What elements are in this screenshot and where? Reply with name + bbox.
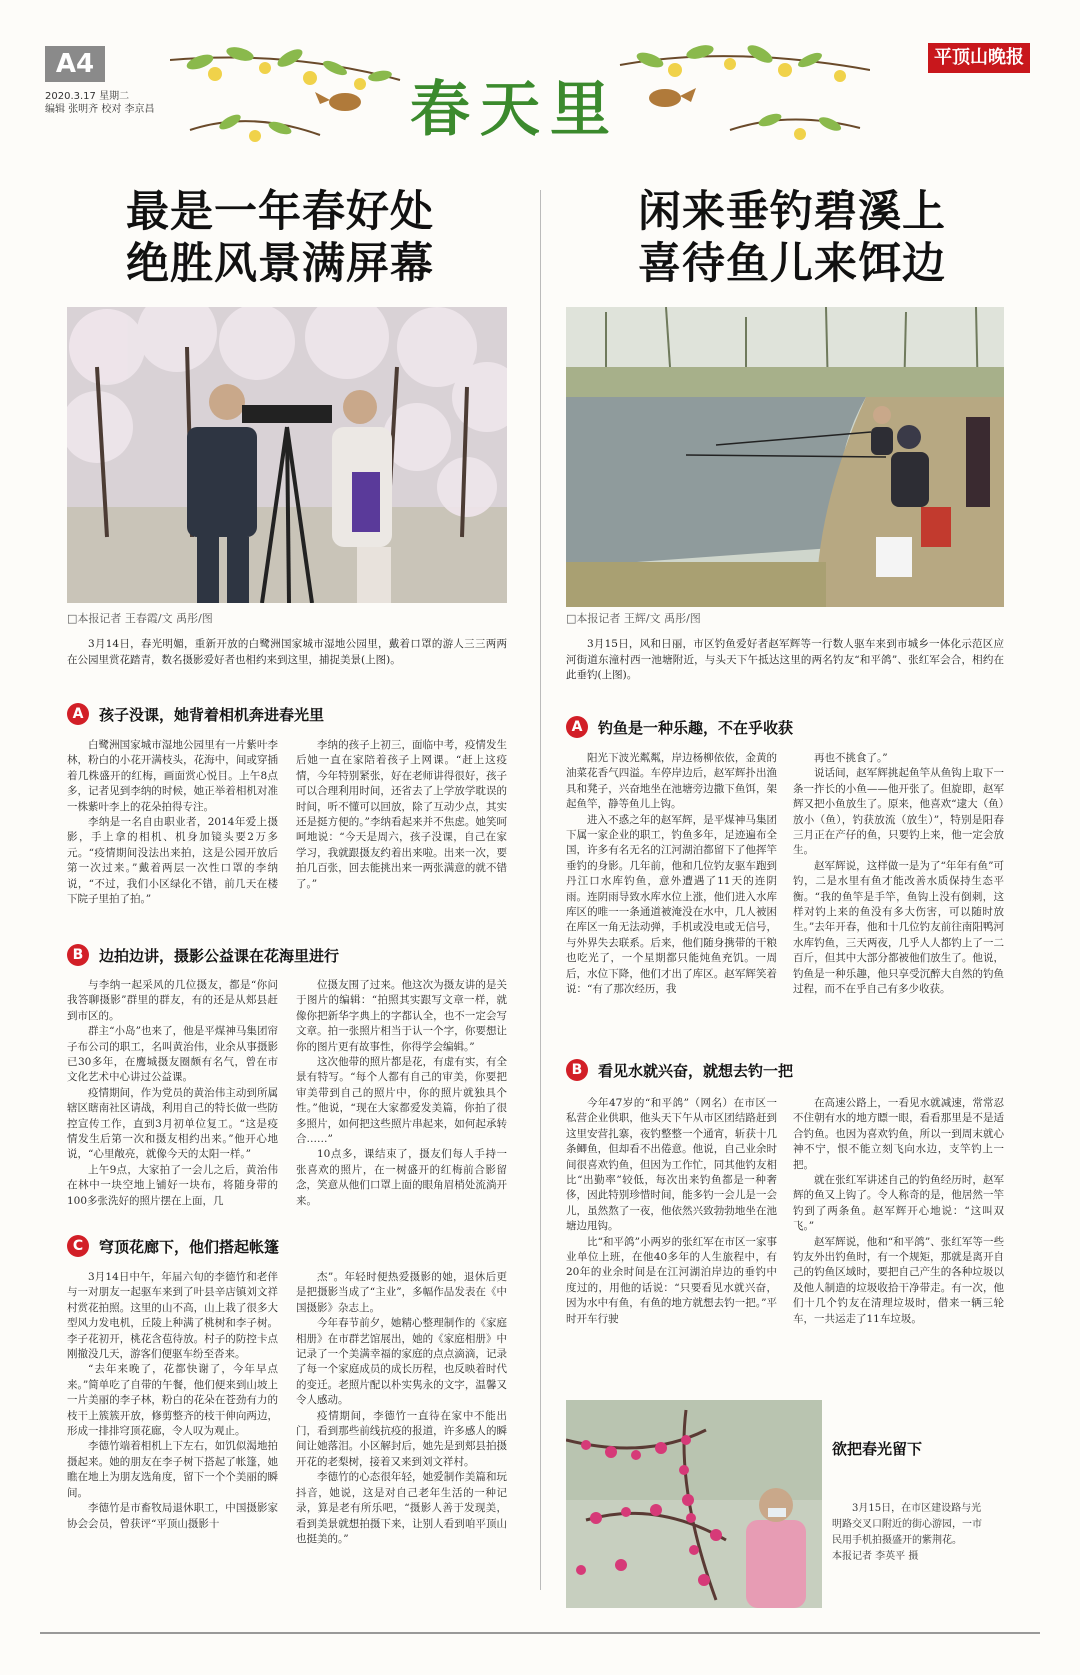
paragraph: 位摄友围了过来。他这次为摄友讲的是关于图片的编辑：“拍照其实跟写文章一样，就像你把新华字典上的字都认全，也不一定会写文章。拍一张照片相当于认一个字，你要想让你的图片更有故事性，你得学会编辑。” (296, 979, 507, 1053)
paragraph: 10点多，课结束了，摄友们每人手持一张喜欢的照片，在一树盛开的红梅前合影留念，笑意从他们口罩上面的眼角眉梢处流淌开来。 (296, 1148, 507, 1207)
paragraph: 李德竹端着相机上下左右，如饥似渴地拍摄起来。她的朋友在李子树下搭起了帐篷，她瞧在地上为朋友选角度，留下一个个美丽的瞬间。 (67, 1440, 278, 1499)
subhead-title: 孩子没课，她背着相机奔进春光里 (99, 705, 325, 724)
paragraph: 白鹭洲国家城市湿地公园里有一片紫叶李林，粉白的小花开满枝头，花海中，间或穿插着几株盛开的红梅，画面赏心悦目。上午8点多，记者见到李纳的时候，她正举着相机对准一株紫叶李上的花朵拍得专注。 (67, 739, 278, 813)
section-title: 春天里 (410, 75, 620, 145)
left-a-col-2 (296, 738, 507, 892)
paragraph: 李纳的孩子上初三，面临中考，疫情发生后她一直在家陪着孩子上网课。“赶上这疫情，今年特别紧张，好在老师讲得很好，孩子可以合理利用时间，还省去了上学放学耽误的时间，听不懂可以回放，除了互动少点，其实还是挺方便的。”李纳看起来并不焦虑。她笑呵呵地说：“今天是周六，孩子没课，自己在家学习，我就跟摄友约着出来啦。出来一次，要拍几百张，回去能挑出来一两张满意的就不错了。” (296, 739, 507, 890)
paragraph: 疫情期间，作为党员的黄治伟主动到所属辖区瞎南社区请战，利用自己的特长做一些防控宣传工作，直到3月初单位复工。“这是疫情发生后第一次和摄友相约出来。”他开心地说，“心里敞亮，就像今天的太阳一样。” (67, 1086, 278, 1161)
column-divider (540, 190, 541, 1590)
right-b-col-1 (566, 1096, 777, 1327)
paragraph: 李德竹的心态很年轻，她爱制作美篇和玩抖音，她说，这是对自己老年生活的一种记录，算是老有所乐吧，“摄影人善于发现美，看到美景就想拍摄下来，让别人看到咱平顶山也挺美的。” (296, 1471, 507, 1545)
paragraph: 上午9点，大家拍了一会儿之后，黄治伟在林中一块空地上铺好一块布，将随身带的100多张洗好的照片摆在上面，几 (67, 1163, 278, 1207)
right-headline (572, 186, 1012, 290)
paragraph: 今年47岁的“和平鸽”（网名）在市区一私营企业供职，他头天下午从市区团结路赶到这里安营扎寨，夜钓整整一个通宵，斩获十几条鲫鱼，但却看不出倦意。他说，自己业余时间很喜欢钓鱼，但因为工作忙，同其他钓友相比“出勤率”较低，每次出来钓鱼都是一种奢侈，因此特别珍惜时间，能多钓一会儿是一会儿，虽然熬了一夜，他依然兴致勃勃地坐在池塘边甩钩。 (566, 1097, 777, 1233)
right-subhead-a (566, 713, 793, 741)
paragraph: 赵军辉说，这样做一是为了“年年有鱼”可钓，二是水里有鱼才能改善水质保持生态平衡。“我的鱼竿是手竿，鱼钩上没有倒刺，这样对钓上来的鱼没有多大伤害，可以随时放生。”去年开春，他和十几位钓友前往南阳鸭河水库钓鱼，三天两夜，几乎人人都钓上了一二百斤，但其中大部分都被他们放生了。他说，钓鱼是一种乐趣，他只享受沉醉大自然的钓鱼过程，而不在乎自己有多少收获。 (793, 859, 1004, 996)
right-a-col-1 (566, 751, 777, 998)
left-headline (60, 186, 500, 290)
paragraph: 说话间，赵军辉挑起鱼竿从鱼钩上取下一条一拃长的小鱼——他开张了。但旋即，赵军辉又把小鱼放生了。原来，他喜欢“逮大（鱼）放小（鱼），钓获放流（放生）”，特别是阳春三月正在产仔的鱼，只要钓上来，他一定会放生。 (793, 767, 1004, 857)
paragraph: 比“和平鸽”小两岁的张红军在市区一家事业单位上班，在他40多年的人生旅程中，有20年的业余时间是在江河湖泊岸边的垂钓中度过的，用他的话说：“只要看见水就兴奋，因为水中有鱼，有鱼的地方就想去钓一把。”平时开车行驶 (566, 1235, 777, 1325)
paragraph: 李纳是一名自由职业者，2014年爱上摄影，手上拿的相机、机身加镜头要2万多元。“疫情期间没法出来拍，这是公园开放后第一次过来。”戴着两层一次性口罩的李纳说，“不过，我们小区绿化不错，前几天在楼下院子里拍了拍。” (67, 816, 278, 906)
subhead-title: 边拍边讲，摄影公益课在花海里进行 (99, 946, 340, 965)
photo-caption-box (832, 1400, 982, 1565)
paragraph: 就在张红军讲述自己的钓鱼经历时，赵军辉的鱼又上钩了。令人称奇的是，他居然一竿钓到了两条鱼。赵军辉开心地说：“这叫双飞。” (793, 1174, 1004, 1233)
page-number: A4 (45, 46, 105, 82)
paragraph: 群主“小岛”也来了，他是平煤神马集团帘子布公司的职工，名叫黄治伟，业余从事摄影已30多年，在鹰城摄友圈颇有名气，曾在市文化艺术中心讲过公益课。 (67, 1025, 278, 1084)
page-header (0, 0, 1080, 150)
subhead-badge: A (566, 716, 588, 738)
left-headline-line-2: 绝胜风景满屏幕 (126, 239, 434, 289)
paragraph: 3月14日中午，年届六旬的李德竹和老伴与一对朋友一起驱车来到了叶县辛店镇刘文祥村赏花拍照。这里的山不高，山上栽了很多大型风力发电机，丘陵上种满了桃树和李子树。李子花初开，桃花含苞待放。村子的防控卡点刚撤没几天，游客们便驱车纷至沓来。 (67, 1271, 278, 1361)
left-lead-paragraph: 3月14日，春光明媚，重新开放的白鹭洲国家城市湿地公园里，戴着口罩的游人三三两两在公园里赏花踏青，数名摄影爱好者也相约来到这里，捕捉美景(上图)。 (67, 638, 507, 666)
paragraph: 这次他带的照片都是花，有虚有实，有全景有特写。“每个人都有自己的审美，你要把审美带到自己的照片中，你的照片就独具个性。”他说，“现在大家都爱发美篇，你拍了很多照片，如何把这些照片串起来，如何起承转合……” (296, 1056, 507, 1146)
right-subhead-b (566, 1056, 793, 1084)
right-b-col-2 (793, 1096, 1004, 1327)
paragraph: 再也不挑食了。” (814, 752, 888, 764)
paragraph: 杰”。年轻时便热爱摄影的她，退休后更是把摄影当成了“主业”，多幅作品发表在《中国摄影》杂志上。 (296, 1271, 507, 1314)
left-photo-credit: □本报记者 王春霞/文 禹彤/图 (67, 612, 213, 625)
left-b-col-2 (296, 978, 507, 1209)
paragraph: 进入不惑之年的赵军辉，是平煤神马集团下属一家企业的职工，钓鱼多年，足迹遍布全国，许多有名无名的江河湖泊都留下了他挥竿垂钓的身影。几年前，他和几位钓友驱车跑到丹江口水库钓鱼，意外遭遇了11天的连阴雨。连阴雨导致水库水位上涨，他们进入水库库区的唯一一条通道被淹没在水中，几人被困在库区一角无法动弹，手机或没电或无信号，与外界失去联系。后来，他们随身携带的干粮也吃光了，一个星期都只能炖鱼充饥。一周后，水位下降，他们才出了库区。赵军辉笑着说：“有了那次经历，我 (566, 813, 777, 996)
caption-credit: 本报记者 李英平 摄 (832, 1551, 919, 1562)
redbud-blossom-photo (566, 1400, 822, 1608)
bottom-rule (40, 1632, 1040, 1634)
right-lead-paragraph: 3月15日，风和日丽，市区钓鱼爱好者赵军辉等一行数人驱车来到市城乡一体化示范区应河街道东潼村西一池塘附近，与头天下午抵达这里的两名钓友“和平鸽”、张红军会合，相约在此垂钓(上图)。 (566, 638, 1004, 681)
left-subhead-b (67, 941, 339, 969)
left-subhead-a (67, 700, 324, 728)
editor-credits: 编辑 张明齐 校对 李京昌 (45, 104, 155, 115)
left-c-col-2 (296, 1270, 507, 1547)
caption-title: 欲把春光留下 (832, 1440, 923, 1458)
right-headline-line-2: 喜待鱼儿来饵边 (638, 239, 946, 289)
subhead-title: 看见水就兴奋，就想去钓一把 (598, 1061, 794, 1080)
subhead-title: 钓鱼是一种乐趣，不在乎收获 (598, 718, 794, 737)
left-c-col-1 (67, 1270, 278, 1532)
issue-date: 2020.3.17 星期二 (45, 91, 130, 102)
newspaper-masthead: 平顶山晚报 (928, 43, 1030, 73)
paragraph: 疫情期间，李德竹一直待在家中不能出门，看到那些前线抗疫的报道，许多感人的瞬间让她落泪。小区解封后，她先是到郏县拍摄开花的老梨树，接着又来到刘文祥村。 (296, 1409, 507, 1468)
photographers-blossom-photo (67, 307, 507, 603)
paragraph: 赵军辉说，他和“和平鸽”、张红军等一些钓友外出钓鱼时，有一个规矩，那就是离开自己的钓鱼区域时，要把自己产生的各种垃圾以及他人制造的垃圾收拾干净带走。有一次，他们十几个钓友在清理垃圾时，借来一辆三轮车，一共运走了11车垃圾。 (793, 1235, 1004, 1325)
paragraph: 在高速公路上，一看见水就减速，常常忍不住朝有水的地方瞟一眼，看看那里是不是适合钓鱼。也因为喜欢钓鱼，所以一到周末就心神不宁，恨不能立刻飞向水边，支竿钓上一把。 (793, 1097, 1004, 1171)
left-a-col-1 (67, 738, 278, 907)
paragraph: 阳光下波光粼粼，岸边杨柳依依，金黄的油菜花香气四溢。车停岸边后，赵军辉扑出渔具和凳子，兴奋地坐在池塘旁边撒下鱼饵，架起鱼竿，静等鱼儿上钩。 (566, 752, 777, 811)
paragraph: 与李纳一起采风的几位摄友，都是“你问我答聊摄影”群里的群友，有的还是从郏县赶到市区的。 (67, 979, 278, 1022)
left-headline-line-1: 最是一年春好处 (126, 187, 434, 237)
anglers-pond-photo (566, 307, 1004, 607)
caption-text: 3月15日，在市区建设路与光明路交叉口附近的街心游园，一市民用手机拍摄盛开的紫荆花。 (832, 1503, 982, 1546)
paragraph: “去年来晚了，花都快谢了，今年早点来。”简单吃了自带的午餐，他们便来到山坡上一片美丽的李子林，粉白的花朵在苍劲有力的枝干上簇簇开放，修剪整齐的枝干伸向两边，形成一排排穹顶花廊，令人叹为观止。 (67, 1363, 278, 1438)
paragraph: 李德竹是市畜牧局退休职工，中国摄影家协会会员，曾获评“平顶山摄影十 (67, 1502, 278, 1530)
right-a-col-2 (793, 751, 1004, 998)
subhead-title: 穹顶花廊下，他们搭起帐篷 (99, 1237, 280, 1256)
dateline (45, 90, 155, 116)
left-b-col-1 (67, 978, 278, 1209)
subhead-badge: B (566, 1059, 588, 1081)
subhead-badge: C (67, 1235, 89, 1257)
subhead-badge: A (67, 703, 89, 725)
right-headline-line-1: 闲来垂钓碧溪上 (638, 187, 946, 237)
subhead-badge: B (67, 944, 89, 966)
right-photo-credit: □本报记者 王辉/文 禹彤/图 (566, 612, 701, 625)
left-subhead-c (67, 1232, 279, 1260)
paragraph: 今年春节前夕，她精心整理制作的《家庭相册》在市群艺馆展出，她的《家庭相册》中记录了一个美满幸福的家庭的点点滴滴，记录了每一个家庭成员的成长历程，也反映着时代的变迁。老照片配以朴实隽永的文字，温馨又令人感动。 (296, 1317, 507, 1407)
